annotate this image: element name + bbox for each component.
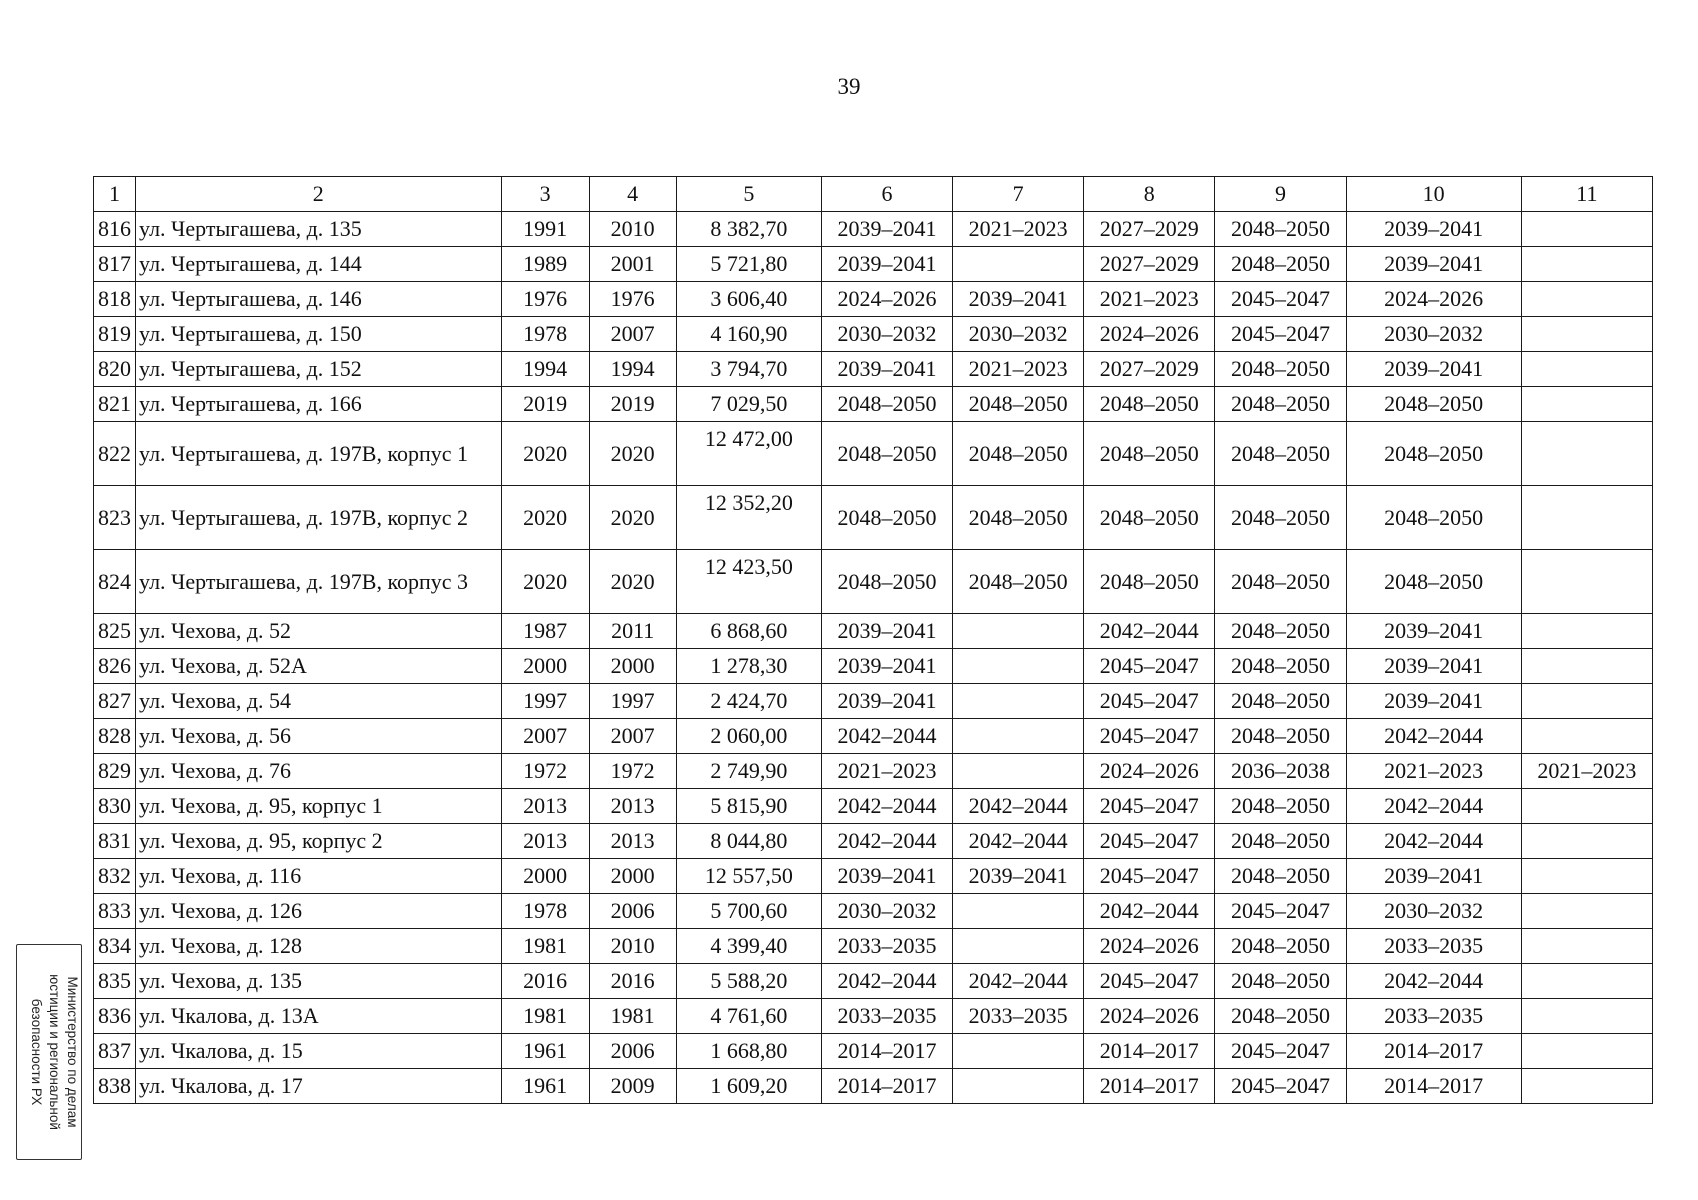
period-cell: 2048–2050 [1215,999,1346,1034]
column-header: 4 [589,177,676,212]
table-row [94,999,1653,1034]
period-cell: 2014–2017 [1084,1069,1215,1104]
period-cell [953,894,1084,929]
period-cell: 2048–2050 [1215,859,1346,894]
period-cell: 2024–2026 [1084,929,1215,964]
period-cell [1521,649,1652,684]
year-built-cell: 2019 [501,387,589,422]
period-cell: 2014–2017 [821,1034,952,1069]
period-cell: 2048–2050 [1215,422,1346,486]
year-cell: 2016 [589,964,676,999]
period-cell: 2036–2038 [1215,754,1346,789]
year-built-cell: 1981 [501,999,589,1034]
period-cell [953,684,1084,719]
period-cell [1521,317,1652,352]
period-cell: 2048–2050 [821,387,952,422]
period-cell: 2048–2050 [1215,387,1346,422]
period-cell: 2048–2050 [1215,486,1346,550]
period-cell [1521,614,1652,649]
period-cell [1521,387,1652,422]
period-cell: 2048–2050 [1346,422,1521,486]
year-cell: 2013 [589,789,676,824]
period-cell: 2045–2047 [1084,684,1215,719]
period-cell: 2045–2047 [1215,1034,1346,1069]
period-cell: 2048–2050 [1215,719,1346,754]
row-number: 828 [94,719,136,754]
period-cell [1521,422,1652,486]
year-cell: 2011 [589,614,676,649]
table-row [94,964,1653,999]
row-number: 836 [94,999,136,1034]
period-cell: 2042–2044 [953,964,1084,999]
address-cell: ул. Чехова, д. 95, корпус 1 [136,789,501,824]
area-cell: 1 668,80 [676,1034,821,1069]
area-cell: 3 794,70 [676,352,821,387]
row-number: 833 [94,894,136,929]
period-cell [1521,550,1652,614]
row-number: 820 [94,352,136,387]
stamp-line: Министерство по делам [65,976,80,1128]
area-cell: 1 609,20 [676,1069,821,1104]
ministry-stamp [16,944,82,1160]
year-built-cell: 1978 [501,894,589,929]
area-cell: 5 588,20 [676,964,821,999]
column-header: 2 [136,177,501,212]
area-cell: 4 761,60 [676,999,821,1034]
period-cell: 2039–2041 [821,614,952,649]
year-built-cell: 1994 [501,352,589,387]
year-built-cell: 1981 [501,929,589,964]
period-cell: 2045–2047 [1215,282,1346,317]
period-cell: 2039–2041 [953,859,1084,894]
row-number: 822 [94,422,136,486]
period-cell: 2048–2050 [1215,964,1346,999]
year-cell: 2001 [589,247,676,282]
period-cell: 2045–2047 [1215,894,1346,929]
row-number: 838 [94,1069,136,1104]
period-cell: 2039–2041 [1346,352,1521,387]
table-row [94,894,1653,929]
period-cell: 2048–2050 [953,486,1084,550]
period-cell [1521,352,1652,387]
table-row [94,387,1653,422]
table-row [94,1069,1653,1104]
period-cell: 2024–2026 [1084,754,1215,789]
year-cell: 2010 [589,212,676,247]
year-built-cell: 2000 [501,859,589,894]
column-header: 9 [1215,177,1346,212]
period-cell: 2027–2029 [1084,247,1215,282]
period-cell: 2048–2050 [1215,649,1346,684]
period-cell: 2042–2044 [1346,964,1521,999]
year-built-cell: 2007 [501,719,589,754]
period-cell: 2039–2041 [821,247,952,282]
year-built-cell: 2020 [501,486,589,550]
row-number: 818 [94,282,136,317]
address-cell: ул. Чертыгашева, д. 197В, корпус 2 [136,486,501,550]
period-cell: 2024–2026 [1346,282,1521,317]
period-cell: 2048–2050 [1346,550,1521,614]
period-cell: 2039–2041 [821,649,952,684]
period-cell: 2039–2041 [953,282,1084,317]
row-number: 830 [94,789,136,824]
area-cell: 12 352,20 [676,486,821,550]
address-cell: ул. Чехова, д. 116 [136,859,501,894]
period-cell: 2048–2050 [1215,684,1346,719]
period-cell [1521,719,1652,754]
row-number: 817 [94,247,136,282]
year-built-cell: 2000 [501,649,589,684]
period-cell: 2042–2044 [1346,824,1521,859]
period-cell: 2048–2050 [1215,247,1346,282]
period-cell: 2048–2050 [1084,422,1215,486]
year-built-cell: 1961 [501,1069,589,1104]
area-cell: 12 423,50 [676,550,821,614]
column-header: 10 [1346,177,1521,212]
period-cell: 2048–2050 [953,422,1084,486]
period-cell: 2048–2050 [953,387,1084,422]
period-cell: 2048–2050 [1084,550,1215,614]
period-cell [1521,964,1652,999]
area-cell: 5 721,80 [676,247,821,282]
table-row [94,684,1653,719]
column-header: 3 [501,177,589,212]
period-cell: 2045–2047 [1084,824,1215,859]
year-built-cell: 2013 [501,789,589,824]
address-cell: ул. Чехова, д. 56 [136,719,501,754]
area-cell: 8 044,80 [676,824,821,859]
year-built-cell: 1997 [501,684,589,719]
period-cell: 2014–2017 [1346,1034,1521,1069]
year-cell: 2000 [589,859,676,894]
period-cell: 2021–2023 [1084,282,1215,317]
table-header-row [94,177,1653,212]
year-cell: 1972 [589,754,676,789]
period-cell: 2048–2050 [1084,486,1215,550]
year-built-cell: 1961 [501,1034,589,1069]
period-cell: 2014–2017 [821,1069,952,1104]
table-row [94,859,1653,894]
period-cell: 2030–2032 [1346,894,1521,929]
area-cell: 12 557,50 [676,859,821,894]
area-cell: 6 868,60 [676,614,821,649]
year-cell: 1994 [589,352,676,387]
period-cell: 2039–2041 [1346,212,1521,247]
period-cell: 2021–2023 [1346,754,1521,789]
period-cell: 2014–2017 [1084,1034,1215,1069]
year-cell: 2020 [589,486,676,550]
period-cell [953,1069,1084,1104]
year-built-cell: 2016 [501,964,589,999]
period-cell [1521,1034,1652,1069]
column-header: 1 [94,177,136,212]
column-header: 6 [821,177,952,212]
year-built-cell: 2020 [501,550,589,614]
period-cell: 2039–2041 [1346,649,1521,684]
stamp-text [23,949,81,1155]
period-cell: 2024–2026 [1084,999,1215,1034]
period-cell: 2042–2044 [1346,789,1521,824]
table-row [94,282,1653,317]
row-number: 837 [94,1034,136,1069]
row-number: 834 [94,929,136,964]
period-cell [1521,247,1652,282]
year-built-cell: 1989 [501,247,589,282]
period-cell [953,614,1084,649]
address-cell: ул. Чертыгашева, д. 152 [136,352,501,387]
period-cell: 2045–2047 [1084,649,1215,684]
table-row [94,614,1653,649]
address-cell: ул. Чехова, д. 76 [136,754,501,789]
period-cell: 2048–2050 [1215,550,1346,614]
address-cell: ул. Чкалова, д. 17 [136,1069,501,1104]
period-cell: 2042–2044 [1084,894,1215,929]
period-cell: 2048–2050 [1215,212,1346,247]
address-cell: ул. Чкалова, д. 13А [136,999,501,1034]
area-cell: 8 382,70 [676,212,821,247]
period-cell: 2039–2041 [821,212,952,247]
address-cell: ул. Чертыгашева, д. 197В, корпус 1 [136,422,501,486]
area-cell: 3 606,40 [676,282,821,317]
table-row [94,422,1653,486]
area-cell: 7 029,50 [676,387,821,422]
period-cell [1521,789,1652,824]
period-cell [953,1034,1084,1069]
period-cell: 2045–2047 [1084,789,1215,824]
year-cell: 2006 [589,894,676,929]
year-built-cell: 1991 [501,212,589,247]
table-body [94,212,1653,1104]
table-row [94,824,1653,859]
period-cell [953,754,1084,789]
period-cell: 2045–2047 [1084,719,1215,754]
period-cell: 2030–2032 [953,317,1084,352]
year-built-cell: 1976 [501,282,589,317]
housing-register-table [93,176,1653,1104]
year-cell: 2006 [589,1034,676,1069]
column-header: 8 [1084,177,1215,212]
period-cell: 2045–2047 [1215,1069,1346,1104]
area-cell: 5 700,60 [676,894,821,929]
area-cell: 12 472,00 [676,422,821,486]
period-cell: 2042–2044 [1346,719,1521,754]
period-cell: 2048–2050 [1084,387,1215,422]
period-cell [1521,929,1652,964]
year-cell: 2020 [589,550,676,614]
period-cell: 2042–2044 [1084,614,1215,649]
period-cell: 2048–2050 [953,550,1084,614]
year-cell: 2007 [589,317,676,352]
year-cell: 1981 [589,999,676,1034]
year-built-cell: 1987 [501,614,589,649]
address-cell: ул. Чертыгашева, д. 144 [136,247,501,282]
period-cell: 2048–2050 [1215,352,1346,387]
period-cell: 2042–2044 [953,824,1084,859]
table-row [94,550,1653,614]
period-cell [1521,1069,1652,1104]
area-cell: 2 424,70 [676,684,821,719]
period-cell: 2024–2026 [1084,317,1215,352]
period-cell: 2039–2041 [821,684,952,719]
year-cell: 2013 [589,824,676,859]
period-cell: 2042–2044 [821,824,952,859]
year-cell: 2019 [589,387,676,422]
row-number: 826 [94,649,136,684]
period-cell [1521,684,1652,719]
period-cell [953,929,1084,964]
period-cell: 2033–2035 [821,929,952,964]
period-cell: 2048–2050 [821,422,952,486]
table-row [94,754,1653,789]
table-row [94,352,1653,387]
page-number: 39 [837,74,861,99]
year-cell: 2007 [589,719,676,754]
period-cell: 2027–2029 [1084,212,1215,247]
period-cell [1521,486,1652,550]
row-number: 827 [94,684,136,719]
address-cell: ул. Чертыгашева, д. 166 [136,387,501,422]
table-row [94,1034,1653,1069]
stamp-line: безопасности РХ [29,998,44,1106]
row-number: 825 [94,614,136,649]
address-cell: ул. Чехова, д. 52А [136,649,501,684]
table-row [94,929,1653,964]
column-header: 5 [676,177,821,212]
period-cell: 2048–2050 [1215,614,1346,649]
address-cell: ул. Чертыгашева, д. 197В, корпус 3 [136,550,501,614]
period-cell: 2027–2029 [1084,352,1215,387]
period-cell: 2039–2041 [1346,614,1521,649]
row-number: 829 [94,754,136,789]
address-cell: ул. Чехова, д. 126 [136,894,501,929]
row-number: 823 [94,486,136,550]
year-built-cell: 1978 [501,317,589,352]
area-cell: 2 060,00 [676,719,821,754]
period-cell: 2048–2050 [821,550,952,614]
row-number: 821 [94,387,136,422]
area-cell: 5 815,90 [676,789,821,824]
area-cell: 2 749,90 [676,754,821,789]
period-cell: 2039–2041 [821,859,952,894]
period-cell: 2042–2044 [821,719,952,754]
period-cell [1521,894,1652,929]
period-cell: 2030–2032 [1346,317,1521,352]
period-cell: 2021–2023 [953,352,1084,387]
row-number: 819 [94,317,136,352]
period-cell: 2048–2050 [1346,486,1521,550]
year-cell: 1976 [589,282,676,317]
row-number: 835 [94,964,136,999]
period-cell: 2048–2050 [1215,929,1346,964]
period-cell: 2048–2050 [821,486,952,550]
period-cell [1521,212,1652,247]
period-cell: 2042–2044 [821,964,952,999]
table-row [94,212,1653,247]
period-cell: 2033–2035 [821,999,952,1034]
address-cell: ул. Чертыгашева, д. 135 [136,212,501,247]
year-cell: 2000 [589,649,676,684]
period-cell [1521,859,1652,894]
period-cell: 2048–2050 [1346,387,1521,422]
address-cell: ул. Чехова, д. 54 [136,684,501,719]
period-cell: 2024–2026 [821,282,952,317]
row-number: 824 [94,550,136,614]
period-cell [953,247,1084,282]
table-row [94,789,1653,824]
period-cell: 2039–2041 [1346,247,1521,282]
area-cell: 1 278,30 [676,649,821,684]
year-cell: 2020 [589,422,676,486]
address-cell: ул. Чехова, д. 135 [136,964,501,999]
column-header: 11 [1521,177,1652,212]
year-cell: 2010 [589,929,676,964]
period-cell [953,649,1084,684]
address-cell: ул. Чкалова, д. 15 [136,1034,501,1069]
address-cell: ул. Чертыгашева, д. 150 [136,317,501,352]
period-cell: 2030–2032 [821,894,952,929]
period-cell: 2021–2023 [821,754,952,789]
year-cell: 2009 [589,1069,676,1104]
period-cell: 2045–2047 [1215,317,1346,352]
table-row [94,317,1653,352]
period-cell [1521,282,1652,317]
period-cell: 2045–2047 [1084,964,1215,999]
row-number: 816 [94,212,136,247]
year-built-cell: 2013 [501,824,589,859]
period-cell: 2021–2023 [953,212,1084,247]
column-header: 7 [953,177,1084,212]
period-cell [1521,824,1652,859]
period-cell [953,719,1084,754]
table-row [94,719,1653,754]
period-cell: 2033–2035 [1346,999,1521,1034]
row-number: 832 [94,859,136,894]
address-cell: ул. Чехова, д. 95, корпус 2 [136,824,501,859]
row-number: 831 [94,824,136,859]
address-cell: ул. Чехова, д. 52 [136,614,501,649]
period-cell: 2042–2044 [953,789,1084,824]
period-cell: 2042–2044 [821,789,952,824]
period-cell: 2021–2023 [1521,754,1652,789]
year-built-cell: 1972 [501,754,589,789]
period-cell: 2033–2035 [953,999,1084,1034]
year-cell: 1997 [589,684,676,719]
period-cell: 2039–2041 [821,352,952,387]
period-cell: 2033–2035 [1346,929,1521,964]
period-cell: 2048–2050 [1215,789,1346,824]
area-cell: 4 160,90 [676,317,821,352]
table-row [94,247,1653,282]
period-cell: 2039–2041 [1346,684,1521,719]
period-cell: 2030–2032 [821,317,952,352]
stamp-line: юстиции и региональной [47,974,62,1130]
table-row [94,486,1653,550]
table-row [94,649,1653,684]
address-cell: ул. Чертыгашева, д. 146 [136,282,501,317]
year-built-cell: 2020 [501,422,589,486]
period-cell: 2048–2050 [1215,824,1346,859]
period-cell: 2039–2041 [1346,859,1521,894]
period-cell: 2014–2017 [1346,1069,1521,1104]
area-cell: 4 399,40 [676,929,821,964]
period-cell: 2045–2047 [1084,859,1215,894]
period-cell [1521,999,1652,1034]
address-cell: ул. Чехова, д. 128 [136,929,501,964]
